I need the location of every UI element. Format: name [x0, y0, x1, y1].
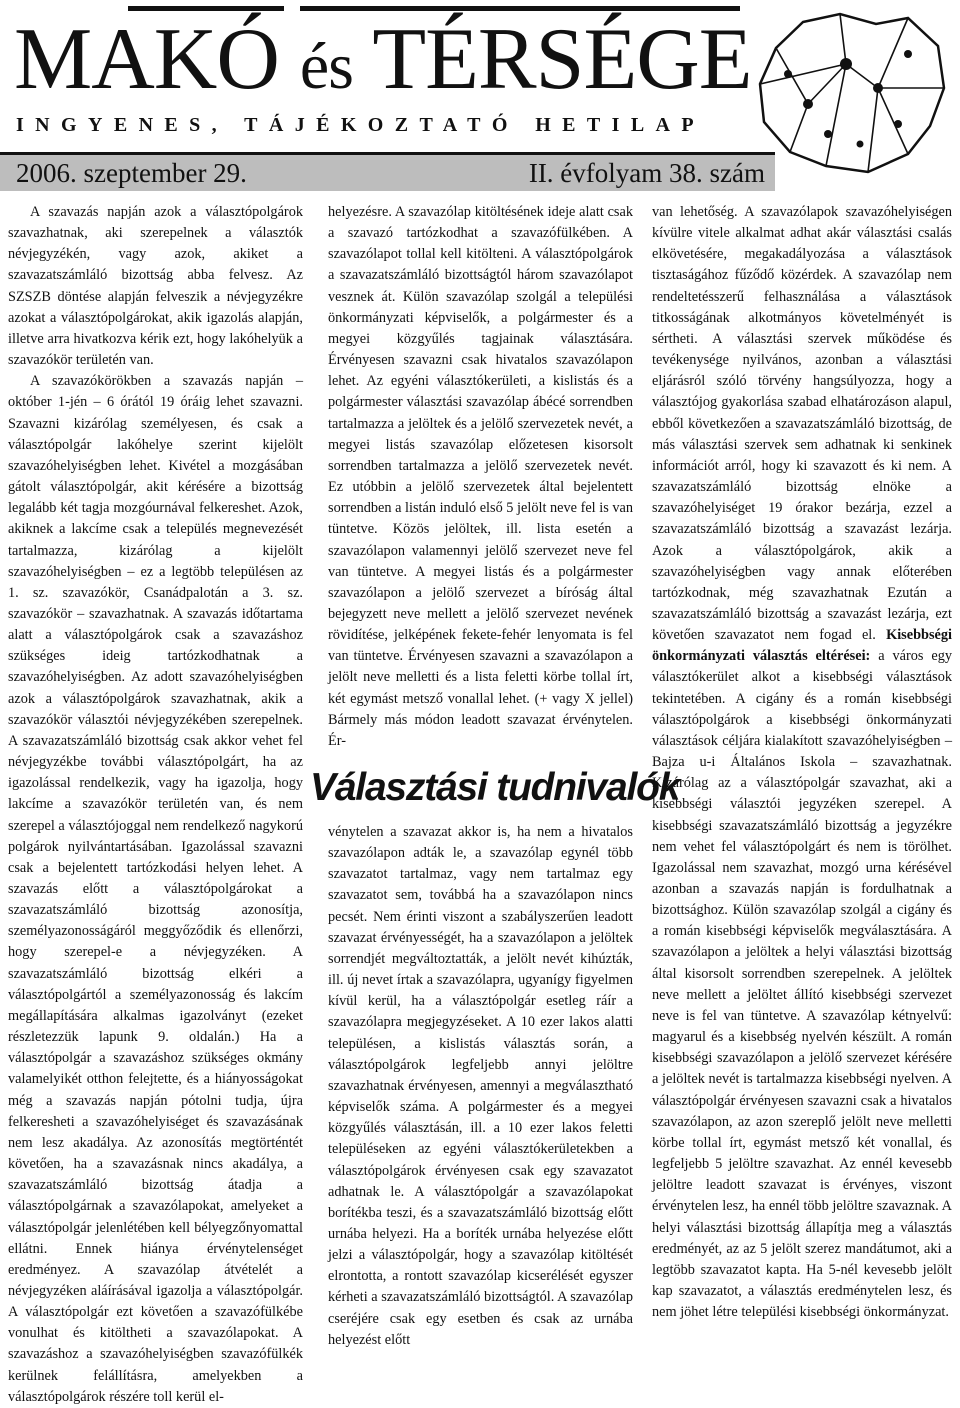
- article-column-3: [328, 822, 633, 1362]
- paragraph-text: van lehetőség. A szavazólapok szavazóhelyiségen kívülre vitele alkalmat adhat akár választási csalás elkövetésére, megakadályozása a választások tisztaságához fűződő közérdek. A szavazólap nem rendeltetésszerű felhasználása a választások titkosságának alkotmányos követelményét is sértheti. A választási szervek működése és tevékenysége nyilvános, azonban a választási eljárásról szóló törvény hangsúlyozza, hogy a választójog gyakorlása szabad elhatározáson alapul, ebből következően a szavazatszámláló bizottság, de más választási szervek sem adhatnak ki senkinek információt arról, hogy ki szavazott és ki nem. A szavazatszámláló bizottság elnöke a szavazóhelyiséget 19 órakor bezárja, ezzel a szavazatszámláló bizottság a szavazást lezárja. Azok a választópolgárok, akik a szavazóhelyiségben vagy annak előterében tartózkodnak, még szavazhatnak Ezután a szavazatszámláló bizottság a szavazást lezárja, ezt követően szavazatot nem fogad el.: [652, 204, 952, 644]
- issue-number: II. évfolyam 38. szám: [528, 158, 765, 188]
- paragraph: helyezésre. A szavazólap kitöltésének ideje alatt csak a szavazó tartózkodhat a szavazófülkében. A szavazólapot tollal kell kitölteni. A választópolgárok a szavazatszámláló bizottságtól három szavazólapot vesznek át. Külön szavazólap szolgál a települési önkormányzati képviselők, a polgármester és a megyei közgyűlés tagjainak választására. Érvényesen szavazni csak hivatalos szavazólapon lehet. Az egyéni választókerületi, a kislistás és a polgármester választási szavazólap ábécé sorrendben tartalmazza a jelöltek és a jelölő szervezetek nevét, a megyei listás szavazólap előzetesen kisorsolt sorrendben tartalmazza a jelölő szervezetek nevét. Ez utóbbin a jelölő szervezetek által bejelentett sorrendben a listán induló első 5 jelölt neve fel is van tüntetve. Közös jelöltek, ill. lista esetén a szavazólapon valamennyi jelölő szervezet neve fel van tüntetve. A megyei listás és a polgármester szavazólapon a jelölő szervezet a bíróság által bejegyzett neve mellett a jelölő szervezet nevének rövidítése, jelképének fekete-fehér lenyomata is fel van tüntetve. Érvényesen szavazni a szavazólapon a jelölt neve melletti és a lista feletti körbe tollal írt, két egymást metsző vonallal lehet. (+ vagy X jellel) Bármely más módon leadott szavazat érvénytelen. Ér-: [328, 204, 633, 749]
- paragraph-text: a város egy választókerület alkot a kisebbségi választások tekintetében. A cigány és a román kisebbségi választópolgárok a kisebbségi önkormányzati választások céljára kialakított szavazóhelyiségben – Bajza u-i Általános Iskola – szavazhatnak. Kizárólag az a választópolgár szavazhat, aki a kisebbségi választói jegyzéken szerepel. A kisebbségi szavazatszámláló bizottság a jegyzékre nem vehet fel választópolgárt és nem is törölhet. Igazolással nem szavazhat, mozgó urna kérésével azonban a szavazás napján is fordulhatnak a bizottsághoz. Külön szavazólap szolgál a cigány és a román kisebbségi képviselők megválasztására. A szavazólapon a jelöltek a helyi választási bizottság által kisorsolt sorrendben szerepelnek. A jelöltek neve mellett a jelöltet állító kisebbségi szervezet neve is fel van tüntetve. A szavazólap kétnyelvű: magyarul és a kisebbség nyelvén készült. A román kisebbségi szavazólapon a jelölő szervezet kérésére a jelöltek nevét is tartalmazza kisebbségi nyelven. A választópolgár érvényesen szavazni csak a hivatalos szavazólapon, az azon szereplő jelölt neve melletti körbe tollal írt, egymást metsző két vonallal, és legfeljebb 5 jelöltre szavazhat. Az ennél kevesebb jelöltre leadott szavazat is érvényes, viszont érvénytelen lesz, ha ennél több jelöltre szavaznak. A helyi választási bizottság állapítja meg a választás eredményét, az az 5 jelölt szerez mandátumot, aki a legtöbb szavazatot kapta. Ha 5-nél kevesebb jelölt kap szavazatot, a választás eredménytelen lesz, és nem jöhet létre települési kisebbségi önkormányzat.: [652, 648, 953, 1321]
- title-es: és: [299, 30, 353, 103]
- paragraph: vénytelen a szavazat akkor is, ha nem a hivatalos szavazólapon adták le, a szavazólap egynél több szavazatot tartalmaz, vagy nem tartalmaz egy szavazatot sem, továbbá ha a szavazólapon nincs pecsét. Nem érinti viszont a szabályszerűen leadott szavazat érvényességét, ha a szavazólapon a jelöltek sorrendjét megváltoztatták, a jelölt nevét kihúzták, ill. új nevet írtak a szavazólapra, ugyanígy figyelmen kívül kerül, ha a választópolgár esetleg ráír a szavazólapra megjegyzéseket. A 10 ezer lakos alatti településen, a kislistás választás során, a választópolgárok legfeljebb annyi jelöltre szavazhatnak érvényesen, amennyi a megválasztható képviselők száma. A polgármester és a megyei közgyűlés választásán, ill. a 10 ezer lakos feletti településeken az egyéni választókerületekben a választópolgárok érvényesen csak egy szavazatot adhatnak le. A választópolgár a szavazólapokat borítékba teszi, és a szavazatszámláló bizottság előtt urnába helyezi. Ha a boríték urnába helyezése előtt jelzi a választópolgár, hogy a szavazólap kitöltését elrontotta, a rontott szavazólap kicserélését egyszer kérheti a szavazatszámláló bizottságtól. A szavazólap cseréjére csak egy esetben és csak az urnába helyezést előtt: [328, 824, 633, 1348]
- article-headline: Választási tudnivalók: [310, 766, 680, 809]
- article-column-2: [328, 202, 633, 762]
- newspaper-title: [14, 12, 752, 115]
- masthead: [0, 0, 960, 190]
- paragraph: [652, 202, 952, 1323]
- subtitle-tagline: INGYENES, TÁJÉKOZTATÓ HETILAP: [16, 114, 706, 136]
- issue-date: 2006. szeptember 29.: [16, 158, 247, 188]
- title-tersege: TÉRSÉGE: [372, 11, 752, 108]
- title-mako: MAKÓ: [14, 11, 279, 108]
- article-column-4: [652, 202, 952, 1372]
- region-map-icon: [748, 4, 953, 184]
- paragraph: A szavazás napján azok a választópolgárok szavazhatnak, aki szerepelnek a választók névjegyzékén, vagy azok, akiket a szavazatszámláló bizottság abba felvesz. Az SZSZB döntése alapján felveszik a névjegyzékre azokat a választópolgárokat, akik igazolás alapján, illetve arra hivatkozva kérik ezt, hogy lakóhelyük a szavazókör területén van.: [8, 204, 303, 369]
- bold-lead-in: Kisebbségi önkormányzati választás eltérései:: [652, 627, 953, 665]
- article-column-1: [8, 202, 303, 1405]
- paragraph: A szavazókörökben a szavazás napján – október 1-jén – 6 órától 19 óráig lehet szavazni. Szavazni kizárólag személyesen, és csak a választópolgár lakóhelye szerint kijelölt szavazóhelyiségben lehet. Kivétel a mozgásában gátolt választópolgár, akit kérésére a bizottság legalább két tagja mozgóurnával felkereshet. Azok, akiknek a lakcíme csak a település megnevezését tartalmazza, kizárólag a kijelölt szavazóhelyiségben – ez a legtöbb településen az 1. sz. szavazókör, Csanádpalotán a 3. sz. szavazókör – szavazhatnak. A szavazás időtartama alatt a választópolgárok csak a szavazáshoz szükséges ideig tartózkodhatnak a szavazóhelyiségben. Az adott szavazóhelyiségben azok a választópolgárok szavazhatnak, akik a szavazókör választói névjegyzékében szerepelnek. A szavazatszámláló bizottság csak akkor vehet fel névjegyzékbe további választópolgárt, ha az igazolással rendelkezik, vagy ha igazolja, hogy lakcíme a szavazókör területén van, és nem szerepel a választójoggal nem rendelkező nagykorú polgárok nyilvántartásában. Igazolással szavazni csak a bejelentett tartózkodási helyen lehet. A szavazás előtt a választópolgárokat a szavazatszámláló bizottság azonosítja, személyazonosságáról meggyőződik és ellenőrzi, hogy szerepel-e a névjegyzéken. A szavazatszámláló bizottság elkéri a választópolgártól a személyazonosság és lakcím megállapítására alkalmas igazolványt (ezeket részletezzük lapunk 9. oldalán.) Ha a választópolgár a szavazáshoz szükséges okmány valamelyikét otthon felejtette, és a hiányosságokat még a szavazás napján pótolni tudja, újra felkeresheti a szavazóhelyiséget és szavazásának nem lesz akadálya. Az azonosítás megtörténtét követően, ha a szavazásnak nincs akadálya, a szavazatszámláló bizottság átadja a választópolgárnak a szavazólapokat, amelyeket a választópolgár jelenlétében kell bélyegzőnyomattal ellátni. Ennek hiánya érvénytelenséget eredményez. A szavazólap átvételét a névjegyzéken aláírásával igazolja a választópolgár. A választópolgár ezt követően a szavazófülkébe vonulhat és kitöltheti a szavazólapokat. A szavazáshoz a szavazóhelyiségben szavazófülkék kerülnek felállításra, amelyekben a választópolgárok részére toll kerül el-: [8, 373, 303, 1405]
- issue-band: [0, 152, 775, 191]
